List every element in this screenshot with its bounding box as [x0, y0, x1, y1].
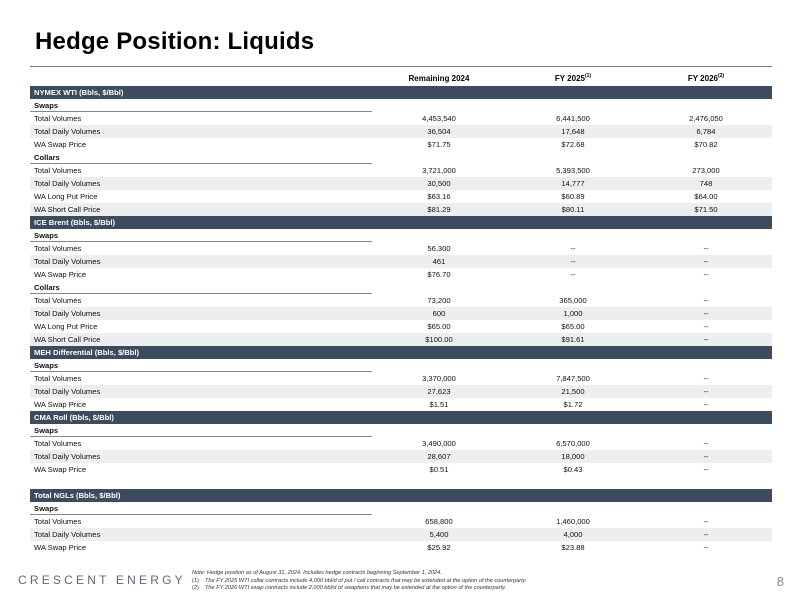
table-row: [30, 333, 772, 346]
table-cell: $71.75: [427, 140, 451, 149]
row-label: WA Swap Price: [34, 465, 87, 474]
footnote-1-number: (1): [192, 577, 199, 584]
row-label: ICE Brent (Bbls, $/Bbl): [34, 218, 116, 227]
table-cell: --: [703, 322, 709, 331]
table-cell: 18,000: [561, 452, 585, 461]
row-label: Total Daily Volumes: [34, 309, 101, 318]
table-cell: 3,721,000: [422, 166, 456, 175]
table-row: [30, 515, 772, 528]
table-cell: 7,847,500: [556, 374, 590, 383]
subsection-row: [30, 99, 772, 112]
table-cell: $81.29: [427, 205, 451, 214]
table-cell: 658,800: [425, 517, 453, 526]
row-label: WA Short Call Price: [34, 335, 101, 344]
table-cell: 1,000: [563, 309, 583, 318]
table-cell: 6,784: [696, 127, 716, 136]
row-label: WA Long Put Price: [34, 192, 98, 201]
table-row: [30, 398, 772, 411]
table-cell: $0.43: [563, 465, 583, 474]
row-label: Total Daily Volumes: [34, 452, 101, 461]
table-cell: --: [703, 309, 709, 318]
row-label: Total Daily Volumes: [34, 127, 101, 136]
table-cell: 17,648: [561, 127, 585, 136]
column-header-fy-2025: [506, 74, 640, 83]
table-cell: $91.61: [561, 335, 585, 344]
table-cell: --: [703, 296, 709, 305]
table-cell: $100.00: [425, 335, 453, 344]
footnote-marker: (2): [717, 73, 725, 79]
table-row: [30, 437, 772, 450]
table-row: [30, 307, 772, 320]
table-cell: --: [703, 400, 709, 409]
table-cell: --: [703, 257, 709, 266]
table-cell: 6,570,000: [556, 439, 590, 448]
row-label: Total Daily Volumes: [34, 257, 101, 266]
table-row: [30, 372, 772, 385]
footnote-2: [192, 585, 527, 593]
table-cell: 600: [432, 309, 446, 318]
table-cell: 3,370,000: [422, 374, 456, 383]
row-label: WA Short Call Price: [34, 205, 101, 214]
row-label: Total Volumes: [34, 166, 82, 175]
table-cell: 5,393,500: [556, 166, 590, 175]
table-cell: --: [703, 335, 709, 344]
table-cell: $76.70: [427, 270, 451, 279]
column-header-remaining-2024: [372, 74, 506, 83]
table-cell: --: [703, 270, 709, 279]
table-cell: --: [570, 270, 576, 279]
table-cell: 27,623: [427, 387, 451, 396]
row-label: Collars: [34, 283, 60, 292]
subsection-row: [30, 359, 772, 372]
table-cell: $25.92: [427, 543, 451, 552]
table-cell: $64.00: [694, 192, 718, 201]
footnote-2-number: (2): [192, 585, 199, 591]
footnote-marker: (1): [584, 73, 592, 79]
row-label: WA Swap Price: [34, 400, 87, 409]
row-label: MEH Differential (Bbls, $/Bbl): [34, 348, 140, 357]
subsection-row: [30, 229, 772, 242]
table-row: [30, 177, 772, 190]
table-cell: $70.82: [694, 140, 718, 149]
row-label: NYMEX WTI (Bbls, $/Bbl): [34, 88, 124, 97]
table-cell: --: [703, 530, 709, 539]
row-label: Collars: [34, 153, 60, 162]
table-cell: $72.68: [561, 140, 585, 149]
row-label: WA Swap Price: [34, 140, 87, 149]
table-cell: 14,777: [561, 179, 585, 188]
table-cell: --: [703, 244, 709, 253]
table-cell: --: [570, 244, 576, 253]
footnote-2-text: The FY 2026 WTI swap contracts include 2,000 bbl/d of swaptions that may be extended at the option of the counterparty.: [205, 585, 507, 591]
table-cell: 1,460,000: [556, 517, 590, 526]
row-label: CMA Roll (Bbls, $/Bbl): [34, 413, 114, 422]
table-cell: 365,000: [559, 296, 587, 305]
table-cell: $60.89: [561, 192, 585, 201]
table-cell: --: [570, 257, 576, 266]
table-cell: --: [703, 452, 709, 461]
row-label: Total Volumes: [34, 296, 82, 305]
table-cell: $80.11: [561, 205, 585, 214]
table-cell: $23.88: [561, 543, 585, 552]
row-label: Swaps: [34, 361, 59, 370]
page-title: Hedge Position: Liquids: [35, 28, 315, 55]
row-label: Swaps: [34, 101, 59, 110]
row-label: Total Daily Volumes: [34, 530, 101, 539]
table-cell: --: [703, 465, 709, 474]
table-cell: $71.50: [694, 205, 718, 214]
table-row: [30, 242, 772, 255]
column-header-fy-2026: [640, 74, 772, 83]
row-label: Swaps: [34, 426, 59, 435]
row-label: Total Volumes: [34, 439, 82, 448]
table-row: [30, 463, 772, 476]
section-header-row: [30, 216, 772, 229]
table-row: [30, 450, 772, 463]
table-row: [30, 190, 772, 203]
table-cell: 28,607: [427, 452, 451, 461]
table-row: [30, 385, 772, 398]
row-label: Total Volumes: [34, 114, 82, 123]
footnotes: [192, 570, 527, 593]
table-row: [30, 320, 772, 333]
table-cell: 2,476,050: [689, 114, 723, 123]
page-number: 8: [776, 574, 784, 589]
table-row: [30, 125, 772, 138]
row-label: Swaps: [34, 231, 59, 240]
footnote-1-text: The FY 2025 WTI collar contracts include 4,000 bbl/d of put / call contracts that may be extended at the option of the counterparty.: [205, 577, 527, 584]
company-logo: CRESCENT ENERGY: [18, 573, 186, 587]
table-cell: $1.72: [563, 400, 583, 409]
row-label: WA Swap Price: [34, 270, 87, 279]
table-cell: 6,441,500: [556, 114, 590, 123]
table-row: [30, 112, 772, 125]
table-row: [30, 528, 772, 541]
table-cell: 5,400: [429, 530, 449, 539]
table-cell: $65.00: [427, 322, 451, 331]
table-cell: 30,500: [427, 179, 451, 188]
table-cell: --: [703, 439, 709, 448]
table-cell: 36,504: [427, 127, 451, 136]
table-cell: $1.51: [429, 400, 449, 409]
table-row: [30, 164, 772, 177]
row-label: Total Volumes: [34, 517, 82, 526]
subsection-row: [30, 502, 772, 515]
column-header-label: Remaining 2024: [408, 74, 470, 83]
table-cell: 73,200: [427, 296, 451, 305]
table-cell: 4,453,540: [422, 114, 456, 123]
section-header-row: [30, 346, 772, 359]
spacer-row: [30, 476, 772, 489]
row-label: WA Swap Price: [34, 543, 87, 552]
footnote-1: [192, 578, 527, 586]
footnote-main: Note: Hedge position as of August 31, 2024. Includes hedge contracts beginning September 1, 2024.: [192, 570, 442, 576]
table-cell: 56,300: [427, 244, 451, 253]
table-row: [30, 255, 772, 268]
table-row: [30, 268, 772, 281]
table-cell: --: [703, 517, 709, 526]
row-label: Total Daily Volumes: [34, 179, 101, 188]
table-cell: 273,000: [692, 166, 720, 175]
row-label: Swaps: [34, 504, 59, 513]
table-cell: --: [703, 543, 709, 552]
row-label: Total Volumes: [34, 374, 82, 383]
column-header-label: FY 2026: [687, 74, 718, 83]
row-label: Total NGLs (Bbls, $/Bbl): [34, 491, 121, 500]
table-cell: 4,000: [563, 530, 583, 539]
subsection-row: [30, 281, 772, 294]
hedge-table: [30, 86, 772, 554]
column-header-label: FY 2025: [554, 74, 585, 83]
title-divider: [30, 66, 772, 67]
table-row: [30, 294, 772, 307]
table-cell: 21,500: [561, 387, 585, 396]
section-header-row: [30, 489, 772, 502]
table-cell: $63.16: [427, 192, 451, 201]
table-cell: $65.00: [561, 322, 585, 331]
section-header-row: [30, 411, 772, 424]
subsection-row: [30, 424, 772, 437]
table-row: [30, 138, 772, 151]
row-label: Total Daily Volumes: [34, 387, 101, 396]
row-label: Total Volumes: [34, 244, 82, 253]
table-row: [30, 203, 772, 216]
table-cell: --: [703, 374, 709, 383]
table-cell: 461: [432, 257, 446, 266]
subsection-row: [30, 151, 772, 164]
row-label: WA Long Put Price: [34, 322, 98, 331]
table-cell: $0.51: [429, 465, 449, 474]
section-header-row: [30, 86, 772, 99]
table-cell: 748: [699, 179, 713, 188]
table-cell: --: [703, 387, 709, 396]
table-row: [30, 541, 772, 554]
table-cell: 3,490,000: [422, 439, 456, 448]
